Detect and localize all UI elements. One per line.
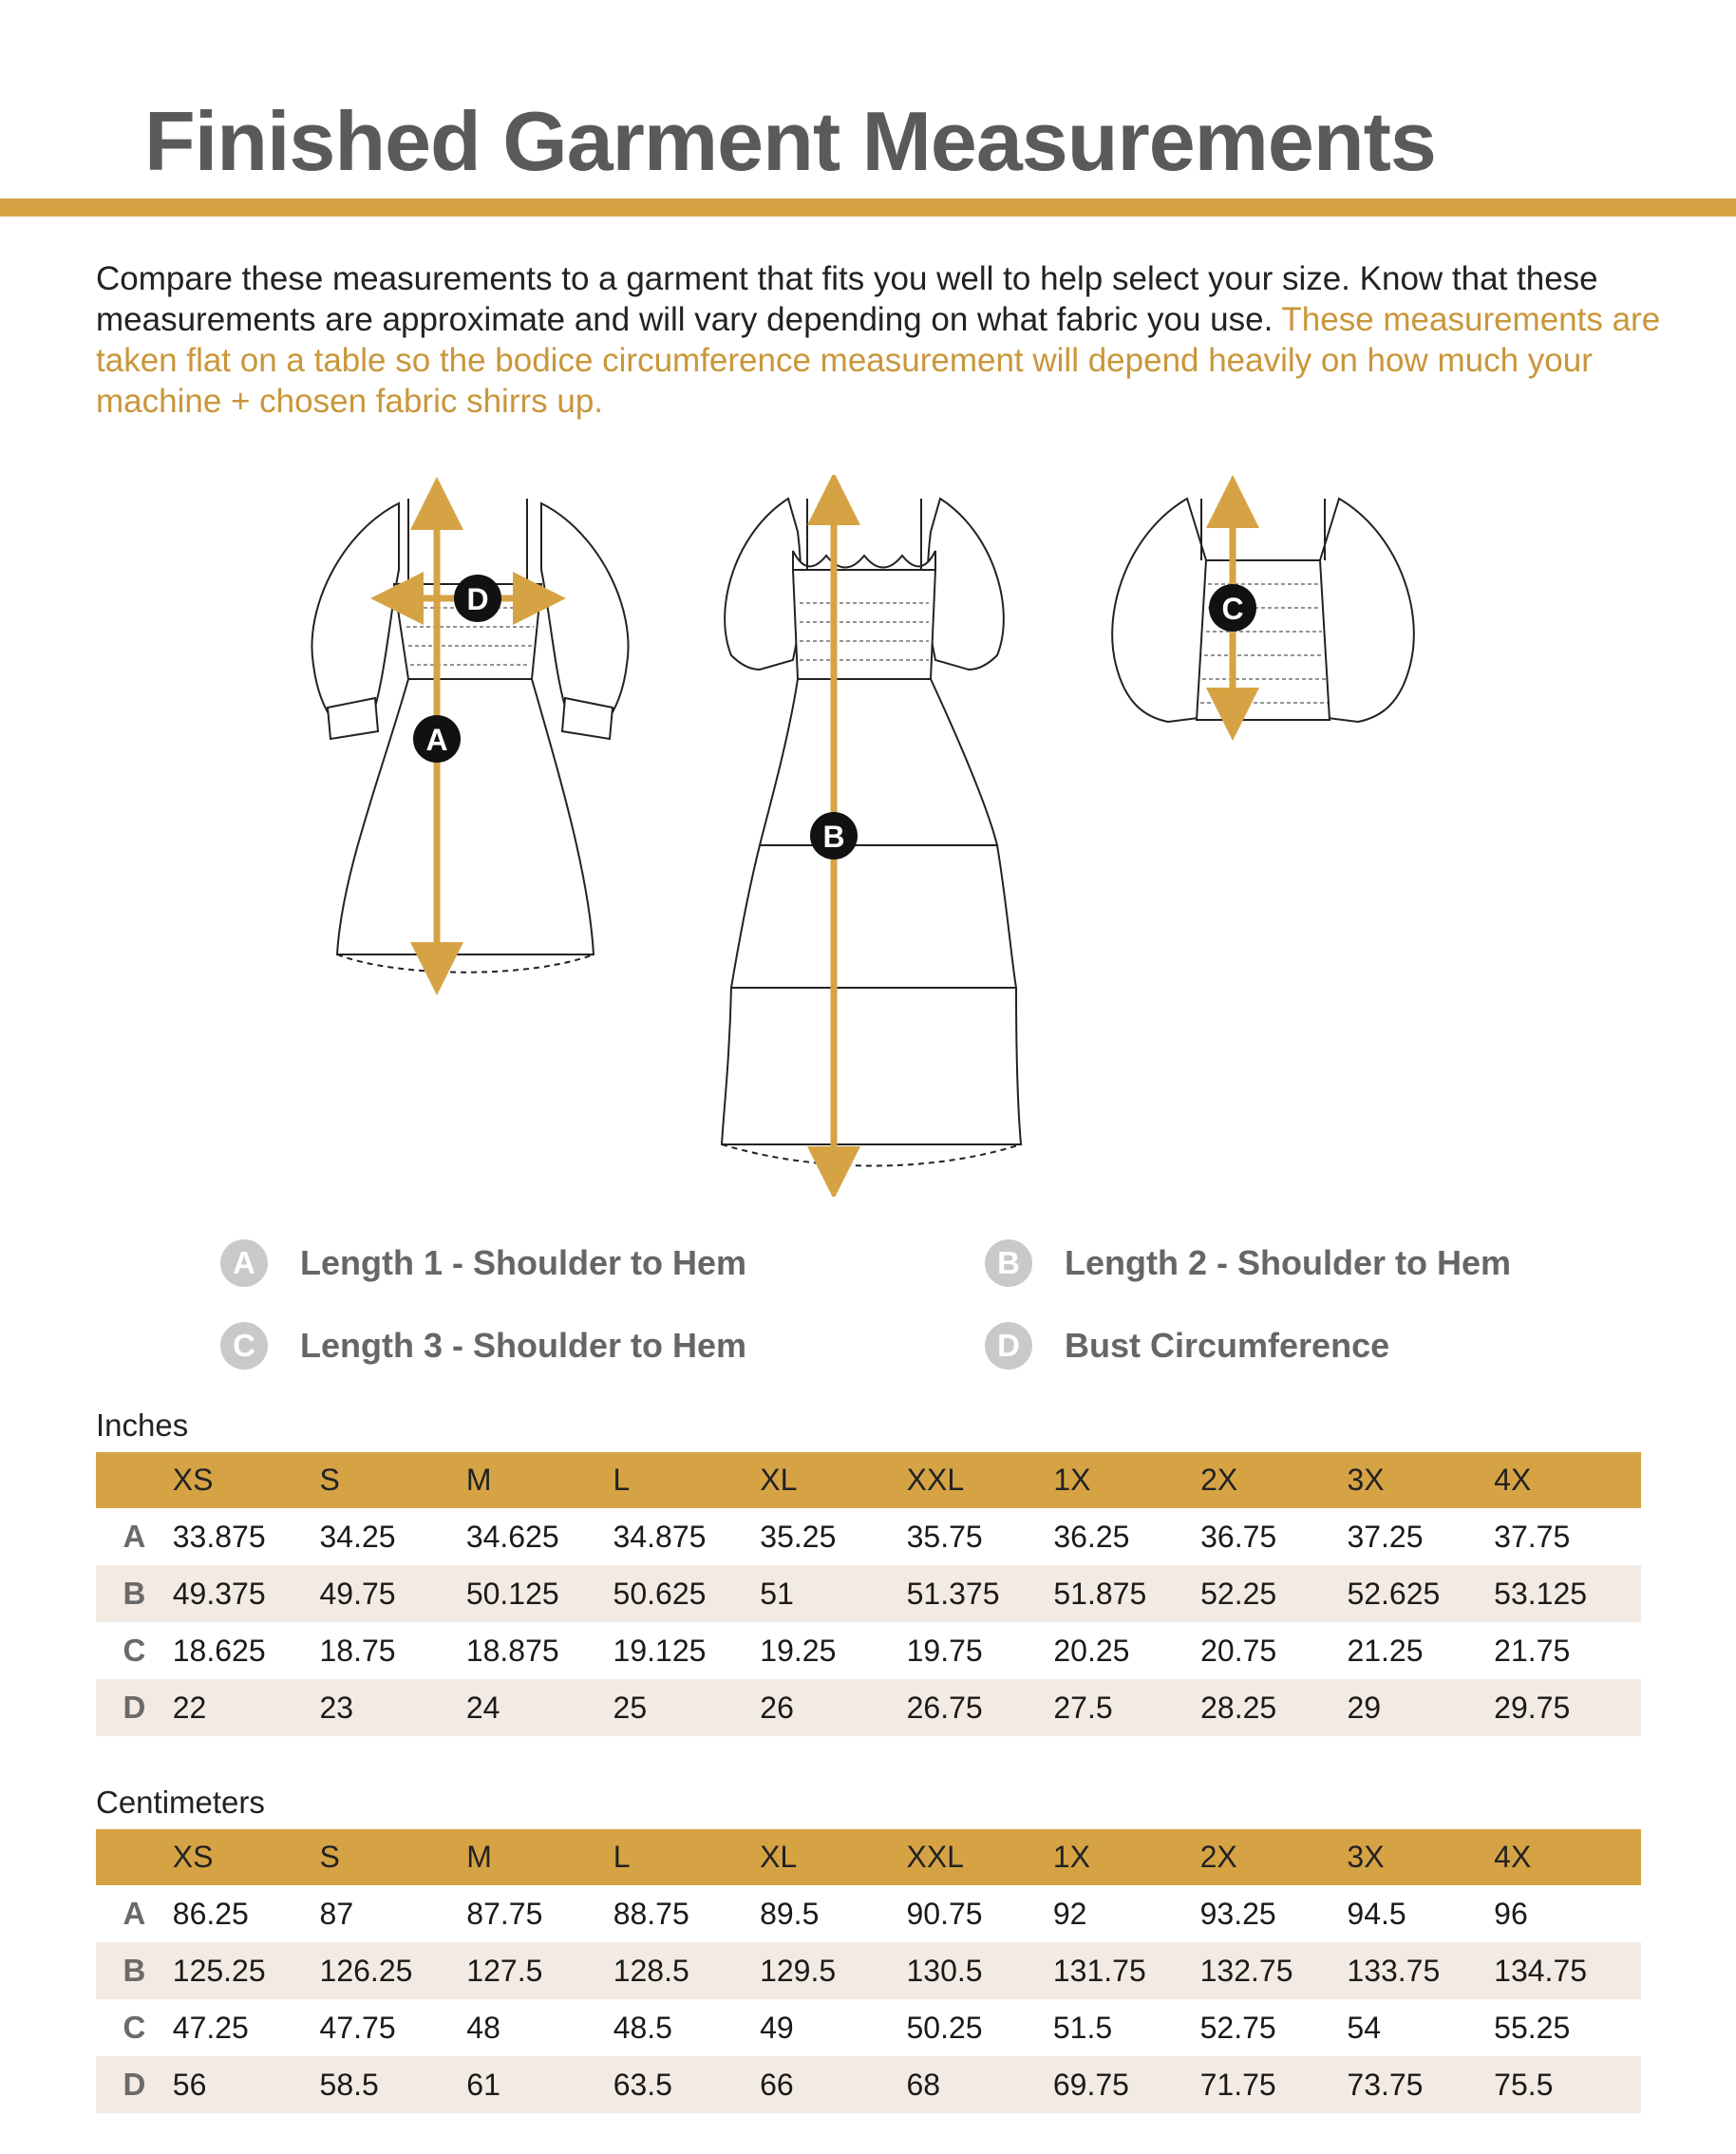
table-cell: 49.75 — [319, 1565, 465, 1622]
size-header: 1X — [1053, 1829, 1200, 1885]
table-cell: 29.75 — [1494, 1679, 1641, 1736]
size-header: 3X — [1347, 1829, 1494, 1885]
table-cell: 51.5 — [1052, 2010, 1113, 2045]
legend-label-c: Length 3 - Shoulder to Hem — [300, 1326, 747, 1365]
table-cell: 88.75 — [613, 1896, 689, 1931]
table-row — [96, 1508, 1641, 1565]
table-cell: 86.25 — [172, 1896, 249, 1931]
legend-item-b — [985, 1235, 1511, 1292]
centimeters-heading: Centimeters — [96, 1785, 265, 1820]
table-cell: 132.75 — [1200, 1942, 1348, 1999]
table-cell: 18.75 — [319, 1633, 396, 1668]
table-cell: 87 — [319, 1896, 354, 1931]
size-header: M — [466, 1452, 613, 1508]
size-header: 4X — [1494, 1829, 1641, 1885]
legend-label-b: Length 2 - Shoulder to Hem — [1065, 1243, 1512, 1282]
table-cell: 126.25 — [320, 1942, 467, 1999]
legend-item-a — [220, 1235, 746, 1292]
table-cell: 93.25 — [1199, 1896, 1276, 1931]
table-cell: 47.25 — [172, 2010, 249, 2045]
inches-table — [96, 1452, 1641, 1736]
legend-badge-a: A — [220, 1239, 268, 1287]
centimeters-table — [96, 1829, 1641, 2113]
table-cell: 68 — [906, 2056, 1052, 2113]
legend-item-c — [220, 1317, 746, 1374]
table-cell: 18.625 — [172, 1633, 266, 1668]
legend-label-d: Bust Circumference — [1065, 1326, 1390, 1365]
row-label: C — [123, 1633, 146, 1668]
table-cell: 18.875 — [465, 1633, 559, 1668]
marker-b-label: B — [822, 820, 845, 854]
table-row — [96, 1942, 1641, 1999]
legend-badge-c: C — [220, 1322, 268, 1370]
table-cell: 75.5 — [1494, 2056, 1641, 2113]
table-cell: 55.25 — [1494, 2010, 1571, 2045]
table-cell: 127.5 — [466, 1942, 613, 1999]
table-cell: 35.75 — [906, 1519, 983, 1554]
table-cell: 92 — [1052, 1896, 1087, 1931]
size-header-row — [96, 1829, 1641, 1885]
marker-d-label: D — [466, 582, 489, 616]
marker-d — [454, 575, 501, 622]
table-cell: 131.75 — [1053, 1942, 1200, 1999]
table-cell: 54 — [1347, 2010, 1381, 2045]
marker-c — [1209, 584, 1256, 632]
table-cell: 50.625 — [613, 1565, 761, 1622]
intro-highlight: These measurements are taken flat on a table so the bodice circumference measurement will depend heavily on how much your machine + chosen fabric shirrs up. — [96, 301, 1661, 420]
table-cell: 19.75 — [906, 1633, 983, 1668]
size-header: XS — [173, 1452, 320, 1508]
size-header-row — [96, 1452, 1641, 1508]
table-cell: 47.75 — [319, 2010, 396, 2045]
table-cell: 21.25 — [1347, 1633, 1424, 1668]
table-cell: 26.75 — [907, 1679, 1054, 1736]
table-cell: 130.5 — [906, 1942, 1052, 1999]
table-cell: 20.75 — [1200, 1633, 1277, 1668]
table-cell: 36.75 — [1200, 1519, 1277, 1554]
legend-label-a: Length 1 - Shoulder to Hem — [300, 1243, 747, 1282]
size-header: L — [613, 1829, 760, 1885]
table-cell: 125.25 — [173, 1942, 320, 1999]
table-cell: 34.875 — [613, 1519, 707, 1554]
legend-badge-d: D — [985, 1322, 1032, 1370]
size-header: XL — [760, 1452, 906, 1508]
size-header: 2X — [1200, 1452, 1347, 1508]
row-label: B — [96, 1565, 173, 1622]
legend-badge-b: B — [985, 1239, 1032, 1287]
row-label: D — [96, 1679, 173, 1736]
size-header: XL — [760, 1829, 906, 1885]
size-header: M — [466, 1829, 613, 1885]
table-cell: 87.75 — [466, 1896, 543, 1931]
crop-top-illustration — [1112, 499, 1414, 722]
table-cell: 90.75 — [906, 1896, 983, 1931]
table-cell: 53.125 — [1494, 1565, 1641, 1622]
table-cell: 51.375 — [907, 1565, 1054, 1622]
table-row — [96, 1679, 1641, 1736]
table-cell: 51.875 — [1053, 1565, 1200, 1622]
size-header: XXL — [906, 1829, 1052, 1885]
table-cell: 25 — [613, 1679, 761, 1736]
table-row — [96, 1565, 1641, 1622]
size-header: S — [319, 1452, 465, 1508]
size-header: 1X — [1053, 1452, 1200, 1508]
size-header: S — [320, 1829, 467, 1885]
table-cell: 23 — [319, 1679, 465, 1736]
table-cell: 26 — [760, 1679, 906, 1736]
table-cell: 33.875 — [172, 1519, 266, 1554]
size-header: 3X — [1347, 1452, 1494, 1508]
row-label: C — [123, 2010, 146, 2045]
size-header: L — [613, 1452, 761, 1508]
table-cell: 34.25 — [319, 1519, 396, 1554]
table-cell: 37.75 — [1494, 1519, 1571, 1554]
row-label: D — [96, 2056, 173, 2113]
table-cell: 96 — [1494, 1896, 1528, 1931]
table-cell: 71.75 — [1200, 2056, 1348, 2113]
table-cell: 24 — [466, 1679, 613, 1736]
table-cell: 50.125 — [466, 1565, 613, 1622]
table-cell: 49.375 — [173, 1565, 320, 1622]
table-cell: 134.75 — [1494, 1942, 1641, 1999]
table-cell: 61 — [466, 2056, 613, 2113]
size-header: 2X — [1200, 1829, 1348, 1885]
title-rule — [0, 198, 1736, 217]
table-cell: 52.75 — [1199, 2010, 1276, 2045]
intro-paragraph — [96, 258, 1701, 422]
table-cell: 19.25 — [760, 1633, 837, 1668]
table-cell: 35.25 — [760, 1519, 837, 1554]
table-cell: 94.5 — [1347, 1896, 1406, 1931]
table-cell: 66 — [760, 2056, 906, 2113]
marker-a — [413, 715, 461, 763]
row-label: A — [123, 1896, 146, 1931]
table-cell: 56 — [173, 2056, 320, 2113]
table-cell: 28.25 — [1200, 1679, 1347, 1736]
page-title: Finished Garment Measurements — [144, 94, 1436, 188]
inches-heading: Inches — [96, 1408, 189, 1443]
table-cell: 48.5 — [613, 2010, 672, 2045]
table-cell: 36.25 — [1053, 1519, 1130, 1554]
marker-a-label: A — [425, 723, 448, 757]
table-cell: 52.625 — [1347, 1565, 1494, 1622]
table-cell: 52.25 — [1200, 1565, 1347, 1622]
table-row — [96, 2056, 1641, 2113]
table-cell: 21.75 — [1494, 1633, 1571, 1668]
marker-c-label: C — [1221, 592, 1244, 626]
table-cell: 63.5 — [613, 2056, 760, 2113]
table-cell: 27.5 — [1053, 1679, 1200, 1736]
table-cell: 133.75 — [1347, 1942, 1494, 1999]
legend-item-d — [985, 1317, 1389, 1374]
table-cell: 29 — [1347, 1679, 1494, 1736]
table-row — [96, 1999, 1641, 2056]
table-cell: 48 — [466, 2010, 500, 2045]
table-cell: 51 — [760, 1565, 906, 1622]
long-dress-illustration — [722, 499, 1021, 1166]
table-cell: 34.625 — [465, 1519, 559, 1554]
marker-b — [810, 812, 858, 860]
table-cell: 19.125 — [613, 1633, 707, 1668]
table-cell: 128.5 — [613, 1942, 760, 1999]
table-cell: 129.5 — [760, 1942, 906, 1999]
table-cell: 73.75 — [1347, 2056, 1494, 2113]
garment-illustrations — [0, 475, 1736, 1197]
size-header: XS — [173, 1829, 320, 1885]
size-header: XXL — [907, 1452, 1054, 1508]
table-cell: 58.5 — [320, 2056, 467, 2113]
row-label: B — [96, 1942, 173, 1999]
short-dress-illustration — [311, 499, 628, 973]
table-row — [96, 1885, 1641, 1942]
table-cell: 37.25 — [1347, 1519, 1424, 1554]
table-cell: 50.25 — [906, 2010, 983, 2045]
row-label: A — [123, 1519, 146, 1554]
intro-text: Compare these measurements to a garment that fits you well to help select your size. Know that these measurements are approximate and will vary depending on what fabric you use. — [96, 260, 1598, 338]
table-row — [96, 1622, 1641, 1679]
table-cell: 89.5 — [760, 1896, 820, 1931]
table-cell: 22 — [173, 1679, 320, 1736]
size-header: 4X — [1494, 1452, 1641, 1508]
table-cell: 49 — [760, 2010, 794, 2045]
table-cell: 69.75 — [1053, 2056, 1200, 2113]
table-cell: 20.25 — [1053, 1633, 1130, 1668]
